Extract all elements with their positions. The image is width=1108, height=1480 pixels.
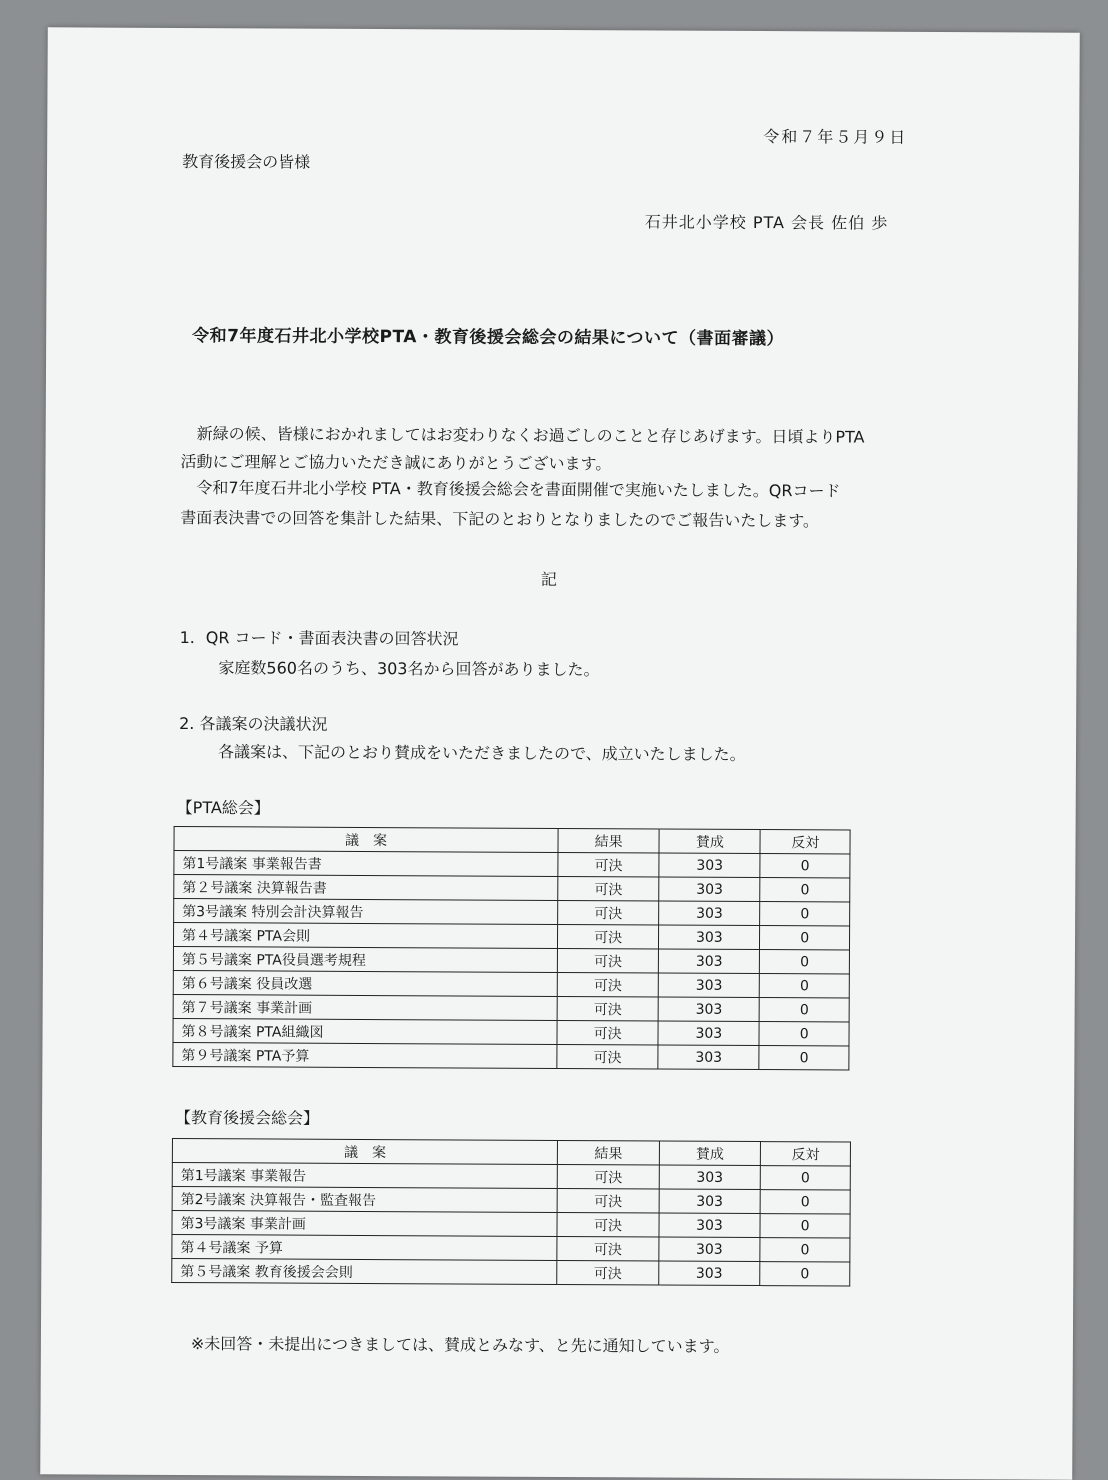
table-row [172, 1234, 850, 1262]
agenda-cell: 第1号議案 事業報告 [172, 1162, 557, 1188]
result-cell: 可決 [558, 876, 659, 901]
result-cell: 可決 [558, 924, 659, 949]
agenda-cell: 第９号議案 PTA予算 [173, 1042, 557, 1068]
ed-table-heading: 【教育後援会総会】 [175, 1107, 320, 1128]
addressee: 教育後援会の皆様 [182, 152, 311, 172]
approve-count-cell: 303 [659, 877, 760, 902]
table-row [173, 994, 849, 1022]
column-header: 賛成 [659, 1141, 761, 1166]
approve-count-cell: 303 [658, 1045, 759, 1070]
result-cell: 可決 [558, 900, 659, 925]
ed-results-table [171, 1138, 851, 1287]
approve-count-cell: 303 [658, 1261, 760, 1286]
column-header: 賛成 [659, 829, 760, 854]
approve-count-cell: 303 [659, 901, 760, 926]
oppose-count-cell: 0 [760, 902, 850, 926]
oppose-count-cell: 0 [760, 1214, 850, 1238]
oppose-count-cell: 0 [760, 1238, 850, 1262]
approve-count-cell: 303 [659, 1189, 761, 1214]
table-row [174, 850, 850, 878]
result-cell: 可決 [558, 1164, 660, 1189]
column-header: 結果 [558, 1140, 660, 1165]
result-cell: 可決 [557, 1260, 659, 1285]
footnote: ※未回答・未提出につきましては、賛成とみなす、と先に通知しています。 [190, 1334, 730, 1356]
approve-count-cell: 303 [659, 1213, 761, 1238]
agenda-cell: 第７号議案 事業計画 [173, 994, 557, 1020]
column-header: 議 案 [172, 1138, 557, 1164]
oppose-count-cell: 0 [760, 950, 850, 974]
approve-count-cell: 303 [658, 1021, 759, 1046]
table-row [172, 1162, 850, 1190]
approve-count-cell: 303 [658, 997, 759, 1022]
column-header: 議 案 [174, 826, 558, 852]
table-row [173, 922, 849, 950]
agenda-cell: 第２号議案 決算報告書 [174, 874, 558, 900]
column-header: 反対 [761, 1142, 851, 1166]
agenda-cell: 第５号議案 PTA役員選考規程 [173, 946, 557, 972]
section2-text: 各議案は、下記のとおり賛成をいただきましたので、成立いたしました。 [217, 742, 746, 764]
table-row [174, 898, 850, 926]
body-line-3: 令和7年度石井北小学校 PTA・教育後援会総会を書面開催で実施いたしました。QRコード [180, 478, 841, 501]
oppose-count-cell: 0 [760, 1262, 850, 1286]
agenda-cell: 第４号議案 PTA会則 [173, 922, 557, 948]
body-line-1: 新緑の候、皆様におかれましてはお変わりなくお過ごしのことと存じあげます。日頃よりPTA [180, 424, 865, 447]
body-line-4: 書面表決書での回答を集計した結果、下記のとおりとなりましたのでご報告いたします。 [180, 508, 820, 531]
oppose-count-cell: 0 [759, 1022, 849, 1046]
approve-count-cell: 303 [659, 925, 760, 950]
result-cell: 可決 [558, 852, 659, 877]
table-header-row [174, 826, 850, 854]
oppose-count-cell: 0 [760, 998, 850, 1022]
agenda-cell: 第４号議案 予算 [172, 1234, 557, 1260]
table-row [172, 1210, 850, 1238]
table-row [172, 1186, 850, 1214]
agenda-cell: 第3号議案 特別会計決算報告 [174, 898, 558, 924]
result-cell: 可決 [557, 1044, 658, 1069]
agenda-cell: 第５号議案 教育後援会会則 [172, 1258, 557, 1284]
table-row [173, 1018, 849, 1046]
column-header: 結果 [558, 828, 659, 853]
table-row [172, 1258, 850, 1286]
oppose-count-cell: 0 [759, 1046, 849, 1070]
section2-heading: 2. 各議案の決議状況 [179, 714, 328, 734]
agenda-cell: 第2号議案 決算報告・監査報告 [172, 1186, 557, 1212]
oppose-count-cell: 0 [760, 1190, 850, 1214]
table-row [173, 1042, 849, 1070]
result-cell: 可決 [557, 1020, 658, 1045]
section1-heading: 1．QR コード・書面表決書の回答状況 [179, 628, 459, 649]
document-title: 令和7年度石井北小学校PTA・教育後援会総会の結果について（書面審議） [192, 326, 785, 350]
table-row [173, 970, 849, 998]
oppose-count-cell: 0 [760, 878, 850, 902]
column-header: 反対 [760, 830, 850, 854]
result-cell: 可決 [557, 1212, 659, 1237]
oppose-count-cell: 0 [760, 926, 850, 950]
oppose-count-cell: 0 [760, 974, 850, 998]
table-header-row [172, 1138, 850, 1166]
agenda-cell: 第８号議案 PTA組織図 [173, 1018, 557, 1044]
table-row [173, 946, 849, 974]
agenda-cell: 第3号議案 事業計画 [172, 1210, 557, 1236]
agenda-cell: 第1号議案 事業報告書 [174, 850, 558, 876]
document-date: 令和７年５月９日 [763, 127, 908, 147]
sender: 石井北小学校 PTA 会長 佐伯 歩 [644, 212, 889, 233]
pta-results-table [172, 826, 850, 1071]
section1-text: 家庭数560名のうち、303名から回答がありました。 [218, 658, 600, 680]
agenda-cell: 第６号議案 役員改選 [173, 970, 557, 996]
result-cell: 可決 [557, 948, 658, 973]
paper-sheet [40, 27, 1080, 1479]
ki-marker: 記 [540, 569, 557, 589]
oppose-count-cell: 0 [760, 1166, 850, 1190]
result-cell: 可決 [557, 1236, 659, 1261]
approve-count-cell: 303 [659, 1165, 761, 1190]
approve-count-cell: 303 [658, 973, 759, 998]
table-row [174, 874, 850, 902]
approve-count-cell: 303 [659, 949, 760, 974]
approve-count-cell: 303 [659, 853, 760, 878]
approve-count-cell: 303 [659, 1237, 761, 1262]
result-cell: 可決 [557, 1188, 659, 1213]
pta-table-heading: 【PTA総会】 [176, 797, 270, 818]
result-cell: 可決 [557, 972, 658, 997]
oppose-count-cell: 0 [760, 854, 850, 878]
body-line-2: 活動にご理解とご協力いただき誠にありがとうございます。 [180, 452, 612, 474]
result-cell: 可決 [557, 996, 658, 1021]
